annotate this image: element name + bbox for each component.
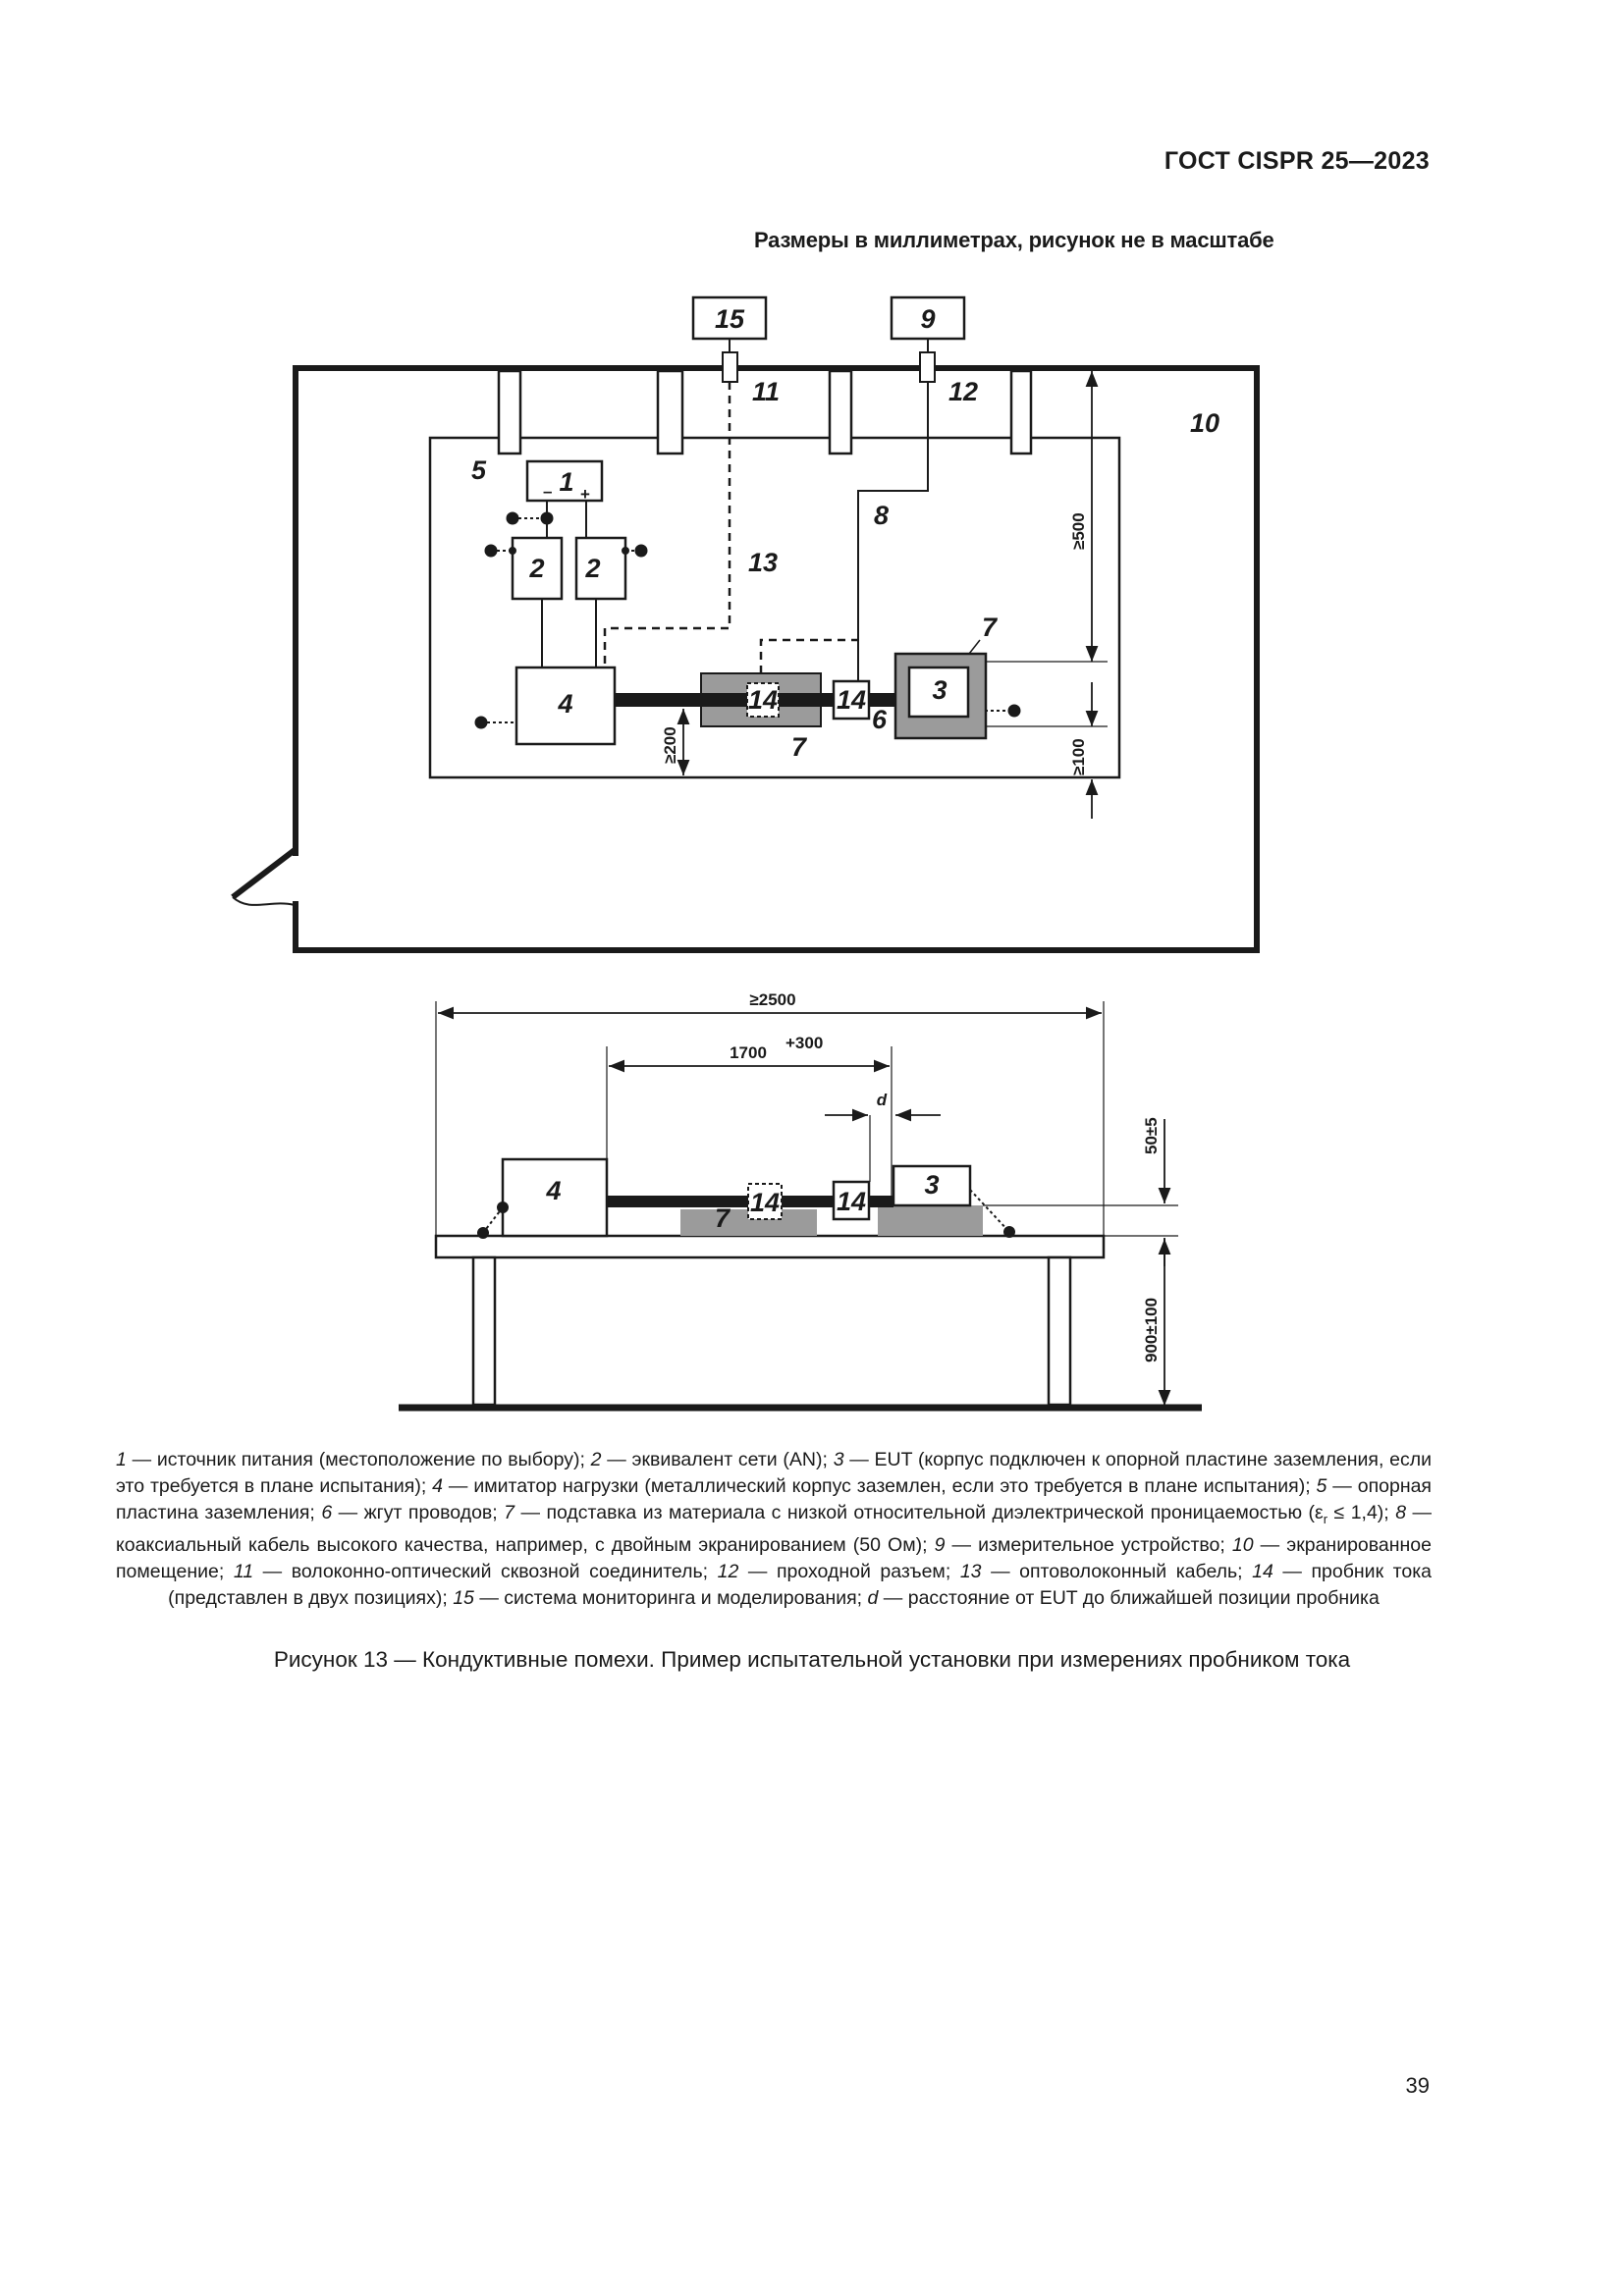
dim-load-edge: ≥200 [661,726,679,764]
shielded-room-walls [293,365,1260,952]
side-view [399,990,1202,1408]
label-4-side: 4 [546,1176,562,1205]
dim-room-height: ≥500 [1069,512,1088,550]
label-7-side: 7 [715,1203,731,1233]
page-number: 39 [1405,2073,1430,2098]
label-2b: 2 [585,554,601,583]
standard-header: ГОСТ CISPR 25—2023 [1164,147,1430,175]
dim-eut-edge: ≥100 [1069,738,1088,775]
table-leg-right [1049,1257,1070,1405]
dim-table-height: 900±100 [1142,1297,1161,1362]
label-3-side: 3 [924,1170,940,1200]
bulkhead-connector [920,352,935,382]
label-14a-side: 14 [749,1188,781,1217]
label-14b-side: 14 [836,1187,867,1216]
support-side-eut [878,1205,983,1236]
minus-sign: – [543,482,553,501]
label-4-top: 4 [558,689,573,719]
label-6: 6 [872,705,888,734]
label-7b-top: 7 [982,613,998,642]
label-14b-top: 14 [836,685,867,715]
probe-alt-fiber [761,640,858,673]
label-7a-top: 7 [791,732,807,762]
door-icon [233,850,295,905]
plus-sign: + [580,485,590,504]
label-8: 8 [874,501,890,530]
label-15: 15 [714,304,745,334]
label-9: 9 [920,304,936,334]
dim-table-length: ≥2500 [749,990,796,1009]
label-3-top: 3 [932,675,947,705]
label-5: 5 [471,455,487,485]
label-13: 13 [748,548,779,577]
dimensions-note: Размеры в миллиметрах, рисунок не в масштабе [754,228,1274,252]
artificial-network-right [576,538,625,599]
dim-harness-length: 1700 [730,1043,767,1062]
label-1: 1 [559,467,574,497]
label-11: 11 [752,377,781,406]
label-2a: 2 [529,554,545,583]
label-14a-top: 14 [747,685,779,715]
table-leg-left [473,1257,495,1405]
table-top [436,1236,1104,1257]
fiber-connector [723,352,737,382]
top-view [233,297,1260,952]
figure-caption: Рисунок 13 — Кондуктивные помехи. Пример испытательной установки при измерениях пробником тока [273,1647,1351,1672]
dim-d: d [876,1091,888,1109]
figure-legend: 1 — источник питания (местоположение по выбору); 2 — эквивалент сети (AN); 3 — EUT (корпус подключен к опорной пластине заземления, если это требуется в плане испытания); 4 — имитатор нагрузки (металлический корпус заземлен, если это требуется в плане испытания); 5 — опорная пластина заземления; 6 — жгут проводов; 7 — подставка из материала с низкой относительной диэлектрической проницаемостью $(\varepsilon_r \le 1,4)$; 8 — коаксиальный кабель высокого качества, например, с двойным экранированием (50 Ом); 9 — измерительное устройство; 10 — экранированное помещение; 11 — волоконно-оптический сквозной соединитель; 12 — проходной разъем; 13 — оптоволоконный кабель; 14 — пробник тока (представлен в двух позициях); 15 — система мониторинга и моделирования; d — расстояние от EUT до ближайшей позиции пробника [116,1449,1433,1609]
coax-cable [858,382,928,677]
label-10: 10 [1190,408,1220,438]
dim-harness-tolerance: +300 [785,1034,824,1052]
label-12: 12 [948,377,979,406]
dim-support-height: 50±5 [1142,1117,1161,1154]
